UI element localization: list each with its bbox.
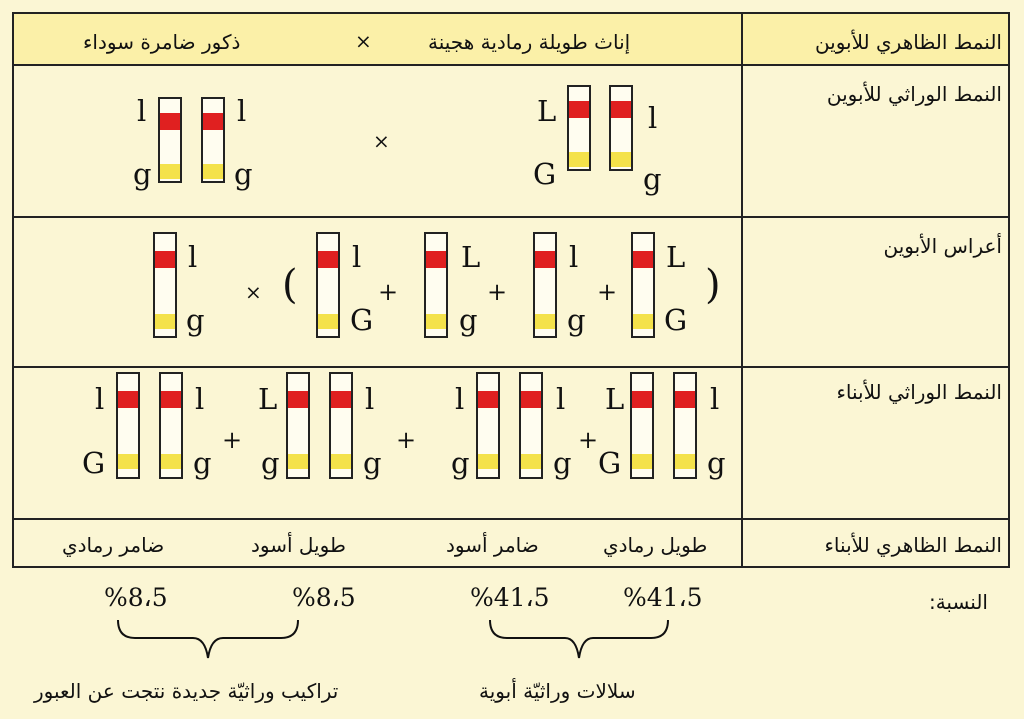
allele-label: l bbox=[455, 382, 465, 416]
allele-label: g bbox=[363, 446, 382, 480]
allele-label: l bbox=[188, 240, 198, 274]
chromosome bbox=[533, 232, 557, 338]
allele-label: G bbox=[664, 303, 688, 337]
plus-sign: + bbox=[378, 278, 399, 306]
plus-sign: + bbox=[578, 426, 599, 454]
female-phenotype: إناث طويلة رمادية هجينة bbox=[428, 30, 631, 54]
phenotype-short-gray: ضامر رمادي bbox=[62, 533, 165, 557]
allele-label: l bbox=[352, 240, 362, 274]
chromosome bbox=[630, 372, 654, 479]
cross-symbol: × bbox=[373, 129, 390, 153]
column-divider bbox=[741, 14, 743, 566]
label-parent-phenotype: النمط الظاهري للأبوين bbox=[814, 30, 1002, 54]
parental-lines-caption: سلالات وراثيّة أبوية bbox=[479, 679, 636, 703]
allele-label: l bbox=[556, 382, 566, 416]
allele-label: G bbox=[533, 157, 557, 191]
allele-label: L bbox=[666, 240, 686, 274]
allele-label: L bbox=[258, 382, 278, 416]
plus-sign: + bbox=[487, 278, 508, 306]
allele-label: l bbox=[195, 382, 205, 416]
row-divider bbox=[14, 64, 1008, 66]
chromosome bbox=[519, 372, 543, 479]
chromosome bbox=[201, 97, 225, 183]
chromosome bbox=[316, 232, 340, 338]
allele-label: L bbox=[605, 382, 625, 416]
allele-label: g bbox=[553, 446, 572, 480]
allele-label: G bbox=[82, 446, 106, 480]
row-divider bbox=[14, 216, 1008, 218]
allele-label: g bbox=[261, 446, 280, 480]
recombinant-caption: تراكيب وراثيّة جديدة نتجت عن العبور bbox=[34, 679, 339, 703]
chromosome bbox=[329, 372, 353, 479]
allele-label: g bbox=[234, 157, 253, 191]
plus-sign: + bbox=[396, 426, 417, 454]
male-phenotype: ذكور ضامرة سوداء bbox=[83, 30, 241, 54]
allele-label: l bbox=[710, 382, 720, 416]
cross-symbol: × bbox=[245, 280, 262, 304]
ratio-label: النسبة: bbox=[928, 590, 988, 614]
allele-label: l bbox=[569, 240, 579, 274]
phenotype-short-black: ضامر أسود bbox=[446, 533, 539, 557]
label-parent-genotype: النمط الوراثي للأبوين bbox=[826, 82, 1002, 106]
allele-label: g bbox=[643, 162, 662, 196]
row-divider bbox=[14, 366, 1008, 368]
label-offspring-phenotype: النمط الظاهري للأبناء bbox=[824, 533, 1002, 557]
brace-recombinant bbox=[115, 618, 301, 662]
allele-label: G bbox=[350, 303, 374, 337]
allele-label: L bbox=[461, 240, 481, 274]
ratio-value: %8،5 bbox=[104, 583, 168, 612]
chromosome bbox=[673, 372, 697, 479]
ratio-value: %41،5 bbox=[623, 583, 703, 612]
plus-sign: + bbox=[222, 426, 243, 454]
allele-label: G bbox=[598, 446, 622, 480]
open-paren: ( bbox=[282, 262, 298, 308]
label-offspring-genotype: النمط الوراثي للأبناء bbox=[836, 380, 1002, 404]
allele-label: l bbox=[237, 94, 247, 128]
row-divider bbox=[14, 518, 1008, 520]
chromosome bbox=[567, 85, 591, 171]
chromosome bbox=[631, 232, 655, 338]
allele-label: g bbox=[193, 446, 212, 480]
close-paren: ) bbox=[705, 262, 721, 308]
chromosome bbox=[424, 232, 448, 338]
brace-parental bbox=[487, 618, 671, 662]
chromosome bbox=[476, 372, 500, 479]
ratio-value: %8،5 bbox=[292, 583, 356, 612]
chromosome bbox=[116, 372, 140, 479]
chromosome bbox=[159, 372, 183, 479]
allele-label: g bbox=[459, 303, 478, 337]
plus-sign: + bbox=[597, 278, 618, 306]
chromosome bbox=[158, 97, 182, 183]
allele-label: g bbox=[567, 303, 586, 337]
ratio-value: %41،5 bbox=[470, 583, 550, 612]
chromosome bbox=[609, 85, 633, 171]
phenotype-long-gray: طويل رمادي bbox=[603, 533, 708, 557]
phenotype-long-black: طويل أسود bbox=[251, 533, 346, 557]
label-gametes: أعراس الأبوين bbox=[883, 234, 1002, 258]
allele-label: g bbox=[186, 303, 205, 337]
chromosome bbox=[153, 232, 177, 338]
chromosome bbox=[286, 372, 310, 479]
allele-label: L bbox=[537, 94, 557, 128]
allele-label: g bbox=[707, 446, 726, 480]
allele-label: g bbox=[451, 446, 470, 480]
allele-label: l bbox=[648, 101, 658, 135]
allele-label: l bbox=[365, 382, 375, 416]
allele-label: l bbox=[137, 94, 147, 128]
cross-symbol: × bbox=[355, 29, 372, 53]
allele-label: g bbox=[133, 157, 152, 191]
allele-label: l bbox=[95, 382, 105, 416]
